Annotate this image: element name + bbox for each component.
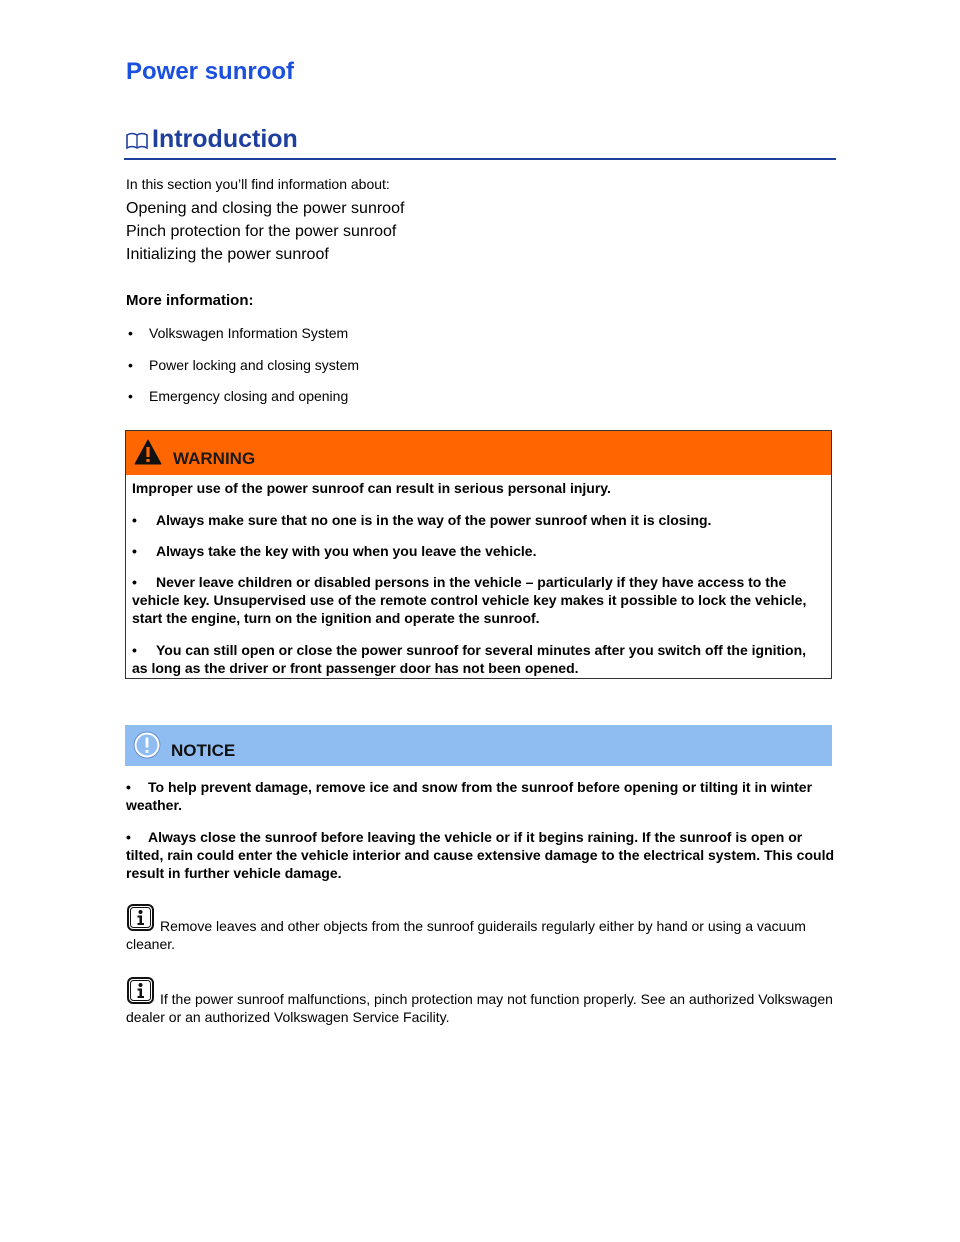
bullet: • — [132, 574, 137, 590]
notice-item-text: Always close the sunroof before leaving the vehicle or if it begins raining. If the sunroof is open or tilted, rain could enter the vehicle interior and cause extensive damage to the electrical system. This could result in further vehicle damage. — [126, 829, 835, 881]
warning-box — [125, 430, 832, 679]
bullet: • — [132, 512, 137, 528]
bullet: • — [128, 388, 133, 404]
topic-link[interactable]: Pinch protection for the power sunroof — [126, 223, 397, 240]
warning-item-text: Always take the key with you when you leave the vehicle. — [156, 543, 537, 559]
page-title: Power sunroof — [126, 58, 295, 85]
warning-label: WARNING — [173, 449, 256, 468]
more-info-item[interactable] — [128, 325, 348, 341]
topic-link[interactable]: Initializing the power sunroof — [126, 246, 329, 263]
tip-text-content: If the power sunroof malfunctions, pinch protection may not function properly. See an authorized Volkswagen dealer or an authorized Volkswagen Service Facility. — [126, 991, 833, 1025]
intro-text: In this section you’ll find information about: — [126, 176, 390, 192]
book-icon — [126, 132, 148, 150]
bullet: • — [126, 779, 131, 795]
tip-text — [126, 990, 838, 1026]
section-title: Introduction — [152, 125, 298, 153]
exclamation-circle-icon — [133, 731, 161, 759]
warning-header — [126, 431, 831, 475]
bullet: • — [128, 325, 133, 341]
notice-header — [125, 725, 832, 766]
topic-link[interactable]: Opening and closing the power sunroof — [126, 200, 405, 217]
bullet: • — [128, 357, 133, 373]
more-info-item[interactable] — [128, 357, 359, 373]
notice-item-text: To help prevent damage, remove ice and snow from the sunroof before opening or tilting it in winter weather. — [126, 779, 813, 813]
warning-item-text: Always make sure that no one is in the way of the power sunroof when it is closing. — [156, 512, 712, 528]
bullet: • — [126, 829, 131, 845]
notice-item — [126, 778, 838, 814]
warning-item — [132, 542, 822, 560]
warning-item — [132, 511, 822, 529]
warning-triangle-icon — [134, 439, 162, 465]
warning-item-text: You can still open or close the power sunroof for several minutes after you switch off the ignition, as long as the driver or front passenger door has not been opened. — [132, 642, 807, 676]
warning-item — [132, 641, 822, 677]
bullet: • — [132, 642, 137, 658]
tip-text-content: Remove leaves and other objects from the sunroof guiderails regularly either by hand or using a vacuum cleaner. — [126, 918, 806, 952]
more-info-item-label: Power locking and closing system — [149, 357, 360, 373]
more-info-heading: More information: — [126, 292, 254, 309]
notice-label: NOTICE — [171, 741, 236, 760]
notice-item — [126, 828, 838, 882]
warning-intro: Improper use of the power sunroof can result in serious personal injury. — [132, 480, 611, 496]
warning-item — [132, 573, 822, 627]
tip-text — [126, 917, 838, 953]
more-info-item-label: Volkswagen Information System — [149, 325, 349, 341]
more-info-item-label: Emergency closing and opening — [149, 388, 349, 404]
warning-item-text: Never leave children or disabled persons in the vehicle – particularly if they have access to the vehicle key. Unsupervised use of the remote control vehicle key makes it possible to lock the vehicle, start the engine, turn on the ignition and operate the sunroof. — [132, 574, 807, 626]
section-header — [124, 124, 836, 160]
bullet: • — [132, 543, 137, 559]
more-info-item[interactable] — [128, 388, 348, 404]
